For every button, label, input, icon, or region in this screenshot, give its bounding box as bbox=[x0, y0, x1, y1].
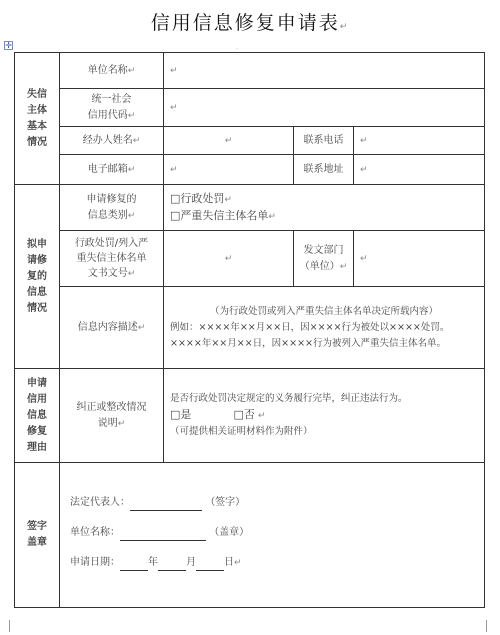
label-contact-phone: 联系电话 bbox=[294, 127, 354, 155]
field-document-number[interactable]: ↵ bbox=[164, 231, 294, 287]
field-contact-phone[interactable]: ↵ bbox=[354, 127, 485, 155]
label-correction-description: 纠正或整改情况 说明↵ bbox=[60, 369, 164, 463]
label-content-description: 信息内容描述↵ bbox=[60, 287, 164, 369]
page-corner-mark bbox=[2, 620, 10, 632]
label-credit-code: 统一社会 信用代码↵ bbox=[60, 89, 164, 127]
signature-area bbox=[60, 463, 485, 608]
legal-rep-signature-field[interactable] bbox=[130, 499, 202, 511]
label-agent-name: 经办人姓名↵ bbox=[60, 127, 164, 155]
label-document-number: 行政处罚/列入严 重失信主体名单 文书文号↵ bbox=[60, 231, 164, 287]
section-basic-info: 失信主体基本情况 bbox=[15, 53, 60, 185]
label-email: 电子邮箱↵ bbox=[60, 155, 164, 185]
page-title: 信用信息修复申请表↵ bbox=[150, 12, 350, 34]
label-issuing-department: 发文部门 （单位）↵ bbox=[294, 231, 354, 287]
year-field[interactable] bbox=[120, 559, 148, 571]
field-issuing-department[interactable]: ↵ bbox=[354, 231, 485, 287]
option-serious-list[interactable]: □严重失信主体名单↵ bbox=[170, 208, 276, 222]
field-agent-name[interactable]: ↵ bbox=[164, 127, 294, 155]
correction-question: 是否行政处罚决定规定的义务履行完毕，纠正违法行为。 bbox=[170, 393, 408, 404]
option-yes[interactable]: □是 bbox=[170, 408, 192, 421]
legal-rep-line: 法定代表人： （签字） bbox=[70, 495, 474, 511]
option-admin-penalty[interactable]: □行政处罚↵ bbox=[170, 191, 232, 205]
field-info-category bbox=[164, 185, 485, 231]
label-info-category: 申请修复的 信息类别↵ bbox=[60, 185, 164, 231]
section-intended-info: 拟申请修复的信息情况 bbox=[15, 185, 60, 369]
label-unit-name: 单位名称↵ bbox=[60, 53, 164, 89]
page-corner-mark bbox=[486, 620, 494, 632]
correction-note: （可提供相关证明材料作为附件） bbox=[170, 426, 313, 437]
unit-name-line: 单位名称： （盖章） bbox=[70, 525, 474, 541]
day-field[interactable] bbox=[196, 559, 224, 571]
section-signature: 签字盖章 bbox=[15, 463, 60, 608]
unit-seal-field[interactable] bbox=[120, 529, 206, 541]
field-email[interactable]: ↵ bbox=[164, 155, 294, 185]
field-contact-address[interactable]: ↵ bbox=[354, 155, 485, 185]
table-move-handle-icon[interactable]: ✛ bbox=[5, 41, 12, 50]
application-form-table bbox=[14, 52, 485, 608]
field-unit-name[interactable]: ↵ bbox=[164, 53, 485, 89]
month-field[interactable] bbox=[158, 559, 186, 571]
paragraph-dot: · bbox=[236, 46, 238, 53]
apply-date-line: 申请日期： 年 月 日↵ bbox=[70, 555, 474, 571]
label-contact-address: 联系地址 bbox=[294, 155, 354, 185]
field-content-description[interactable]: （为行政处罚或列入严重失信主体名单决定所载内容） 例如：××××年××月××日，因××××行为被处以××××处罚。 ××××年××月××日，因××××行为被列入严重失信主体名单。 bbox=[164, 287, 485, 369]
option-no[interactable]: □否 bbox=[233, 408, 255, 421]
field-correction-description: 是否行政处罚决定规定的义务履行完毕，纠正违法行为。 □是 □否 ↵ （可提供相关证明材料作为附件） bbox=[164, 369, 485, 463]
section-repair-reason: 申请信用信息修复理由 bbox=[15, 369, 60, 463]
field-credit-code[interactable]: ↵ bbox=[164, 89, 485, 127]
